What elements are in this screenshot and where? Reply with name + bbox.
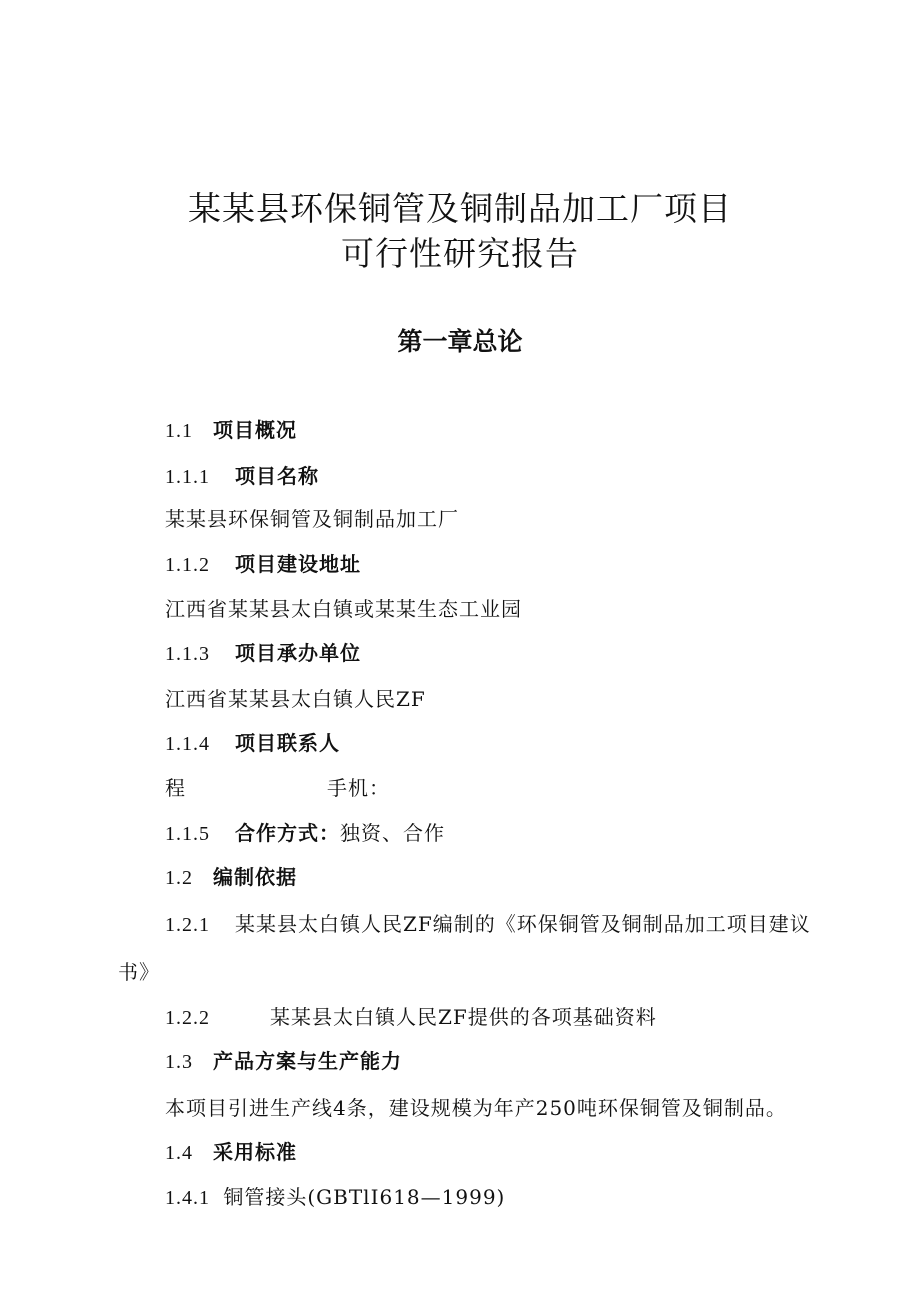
- section-1-2-heading: [165, 861, 297, 890]
- section-label: 项目概况: [212, 418, 297, 442]
- contact-line: [165, 772, 390, 801]
- section-number: 1.4.1: [165, 1187, 210, 1209]
- section-label: 编制依据: [212, 865, 297, 889]
- section-1-1-3-heading: [165, 637, 361, 666]
- project-address-text: 江西省某某县太白镇或某某生态工业园: [165, 597, 522, 621]
- section-number: 1.2.2: [165, 1007, 210, 1029]
- section-number: 1.2: [165, 867, 193, 889]
- section-1-4-1-line: [165, 1181, 505, 1210]
- section-number: 1.2.1: [165, 914, 210, 936]
- section-1-1-heading: [165, 414, 297, 443]
- basis-text-2: 某某县太白镇人民ZF提供的各项基础资料: [270, 1005, 657, 1029]
- section-label: 项目名称: [235, 464, 319, 488]
- section-number: 1.4: [165, 1142, 193, 1164]
- document-title-line2: 可行性研究报告: [341, 234, 579, 273]
- section-number: 1.3: [165, 1051, 193, 1073]
- chapter-heading: 第一章总论: [397, 327, 523, 356]
- section-1-1-1-heading: [165, 460, 319, 489]
- section-number: 1.1: [165, 420, 193, 442]
- section-1-3-heading: [165, 1045, 402, 1074]
- section-number: 1.1.3: [165, 643, 210, 665]
- section-number: 1.1.5: [165, 823, 210, 845]
- section-label: 采用标准: [212, 1140, 297, 1164]
- section-label: 合作方式：: [235, 821, 340, 845]
- section-1-1-4-heading: [165, 727, 340, 756]
- section-1-2-1-line: [165, 908, 811, 937]
- contact-name: 程: [165, 776, 186, 800]
- production-capacity-text: 本项目引进生产线4条，建设规模为年产250吨环保铜管及铜制品。: [165, 1096, 787, 1120]
- project-name-text: 某某县环保铜管及铜制品加工厂: [165, 507, 459, 531]
- section-1-4-heading: [165, 1136, 297, 1165]
- section-label: 项目承办单位: [235, 641, 361, 665]
- section-number: 1.1.2: [165, 554, 210, 576]
- project-organizer-text: 江西省某某县太白镇人民ZF: [165, 687, 426, 711]
- basis-text-1-continued: 书》: [118, 960, 160, 984]
- cooperation-mode-text: 独资、合作: [340, 821, 445, 845]
- section-label: 产品方案与生产能力: [212, 1049, 402, 1073]
- basis-text-1: 某某县太白镇人民ZF编制的《环保铜管及铜制品加工项目建议: [235, 912, 811, 936]
- document-title-line1: 某某县环保铜管及铜制品加工厂项目: [188, 189, 732, 228]
- section-1-2-2-line: [165, 1001, 657, 1030]
- contact-phone-label: 手机：: [327, 776, 390, 800]
- section-number: 1.1.4: [165, 733, 210, 755]
- section-number: 1.1.1: [165, 466, 210, 488]
- section-1-1-2-heading: [165, 548, 361, 577]
- section-label: 项目建设地址: [235, 552, 361, 576]
- section-label: 项目联系人: [235, 731, 340, 755]
- standard-text: 铜管接头(GBTlI618—1999): [223, 1185, 506, 1209]
- section-1-1-5-line: [165, 817, 445, 846]
